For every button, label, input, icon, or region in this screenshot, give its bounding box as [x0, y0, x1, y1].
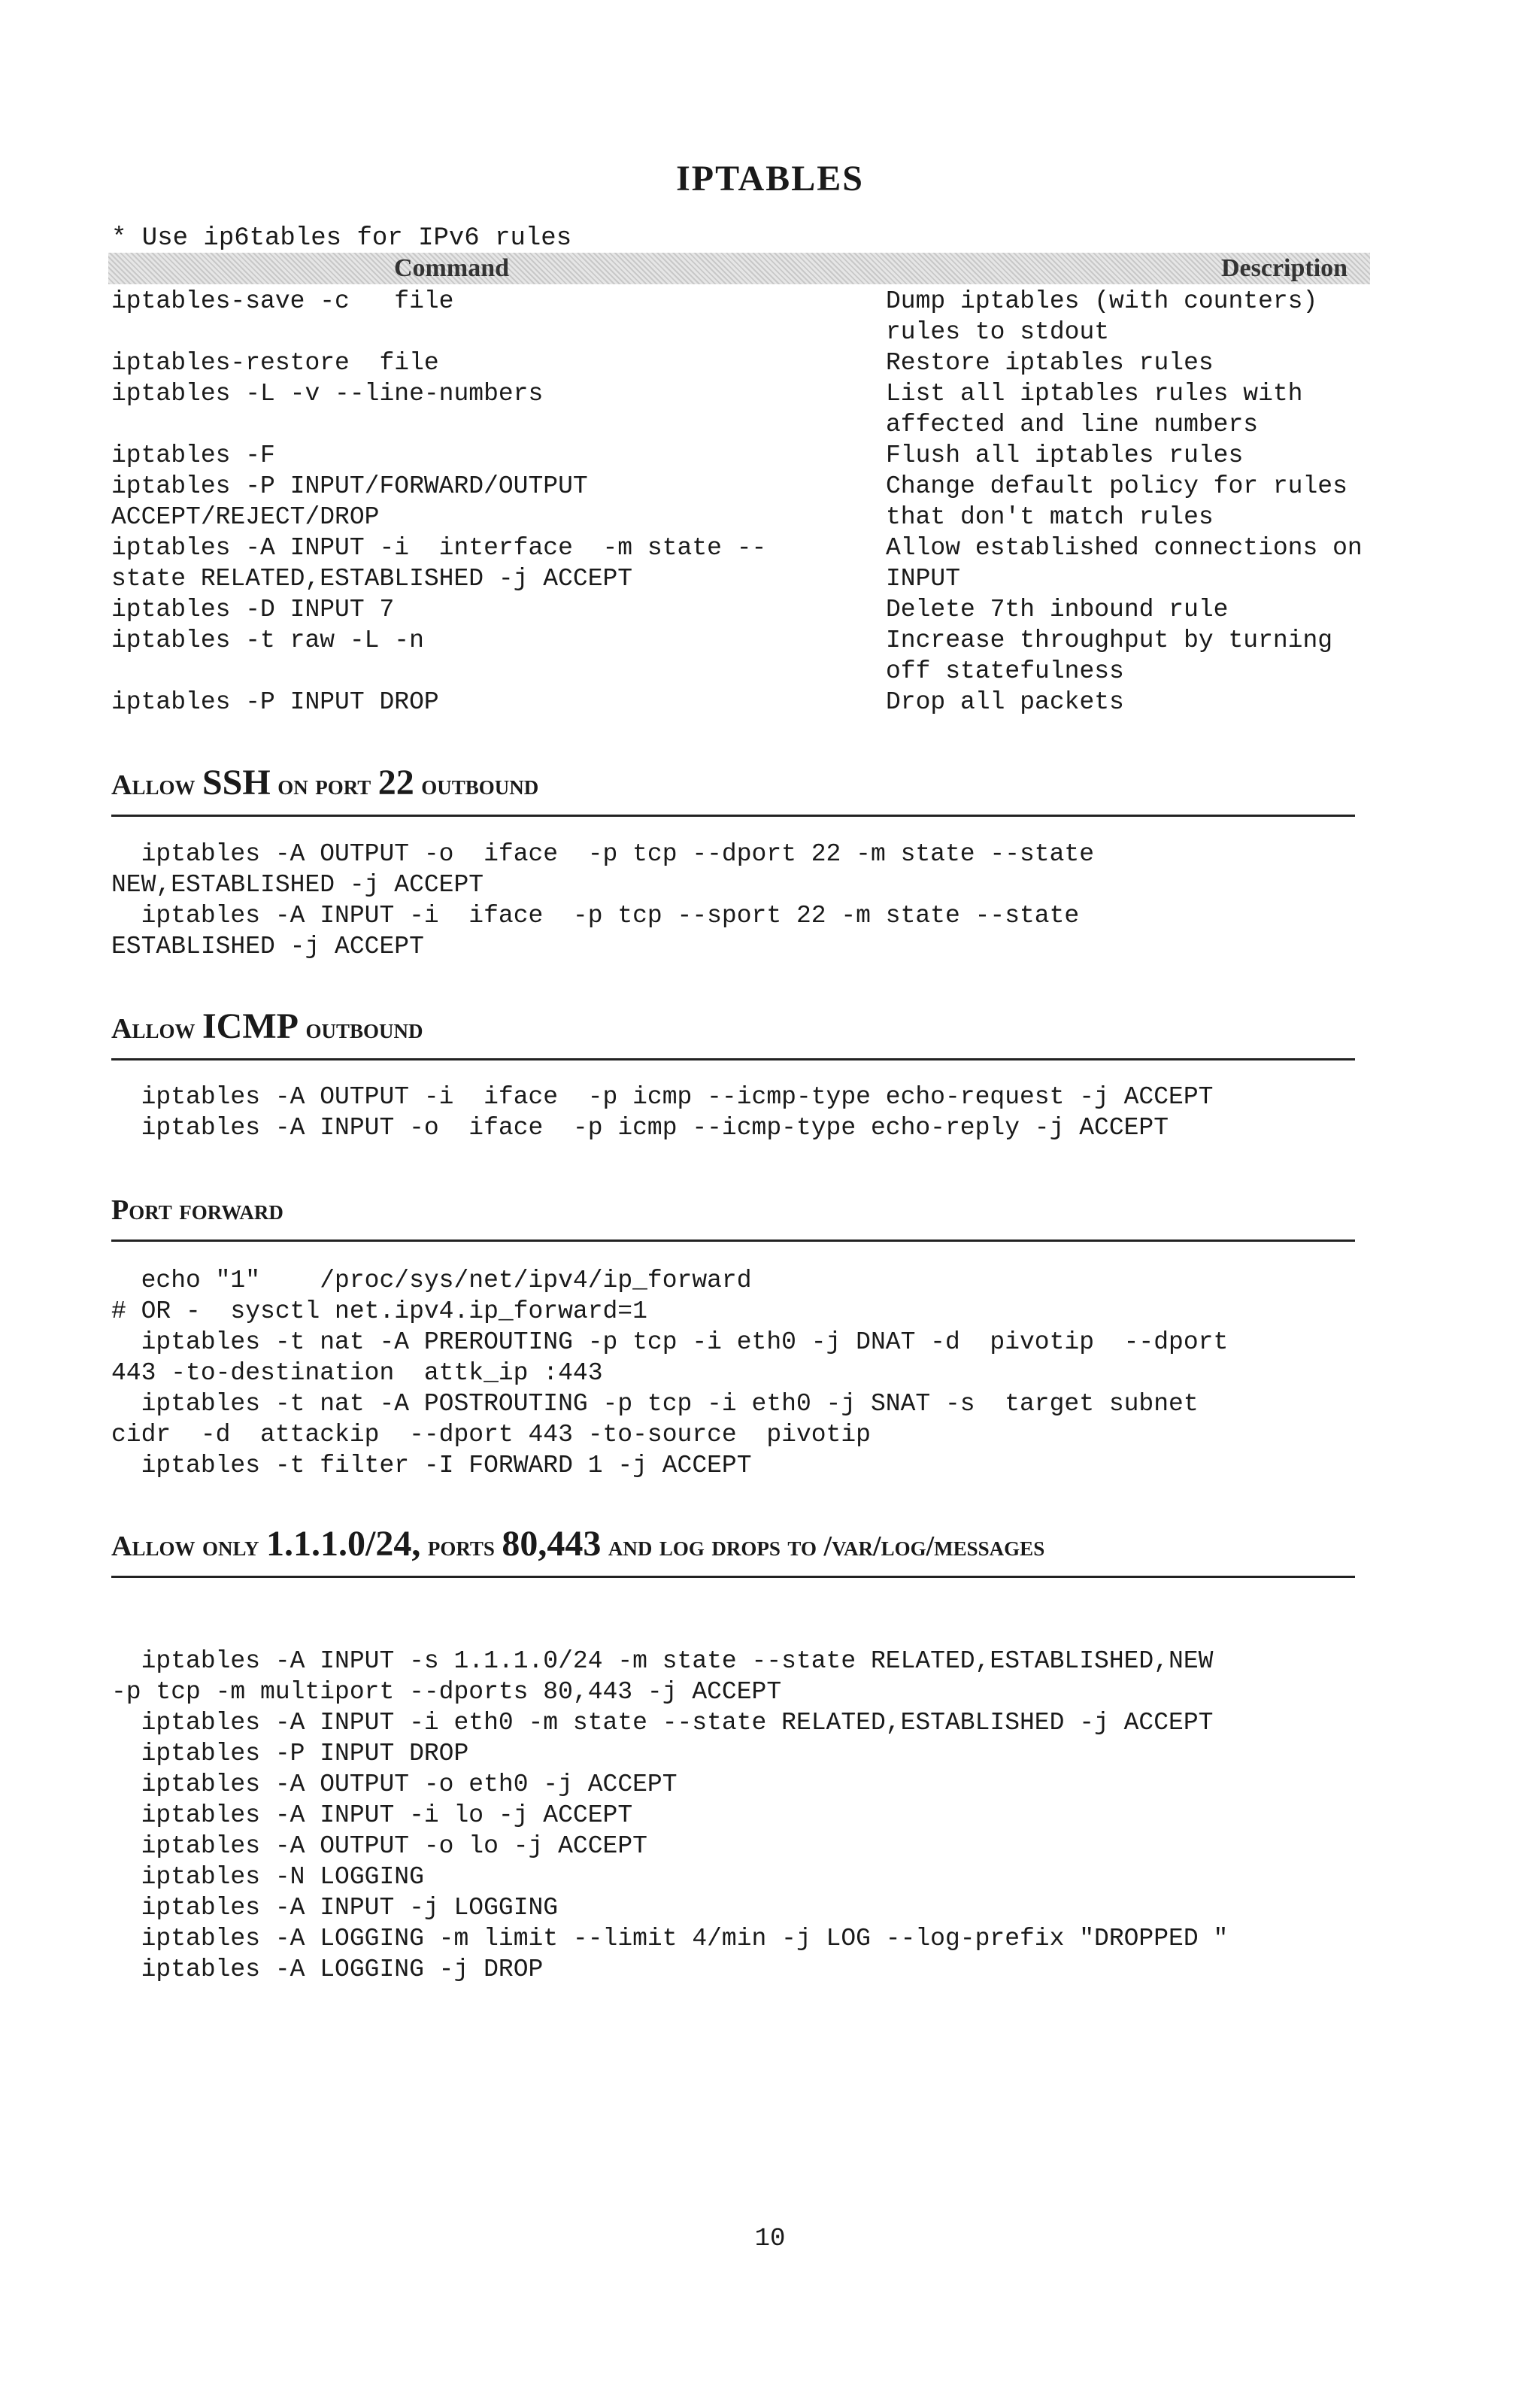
- command-cell: iptables -A INPUT -i interface -m state --state RELATED,ESTABLISHED -j ACCEPT: [111, 534, 767, 593]
- section-heading-port-forward: Port forward: [111, 1188, 1355, 1242]
- heading-text: ports: [420, 1531, 502, 1562]
- table-row: [111, 347, 1390, 378]
- command-cell: iptables-restore file: [111, 349, 439, 377]
- table-header: [108, 253, 1370, 284]
- code-block-ssh: iptables -A OUTPUT -o iface -p tcp --dport 22 -m state --state NEW,ESTABLISHED -j ACCEPT iptables -A INPUT -i iface -p tcp --sport 22 -m state --state ESTABLISHED -j ACCEPT: [111, 840, 1095, 960]
- command-cell: iptables -P INPUT DROP: [111, 688, 439, 716]
- description-cell: Dump iptables (with counters) rules to stdout: [886, 287, 1333, 346]
- ipv6-note: * Use ip6tables for IPv6 rules: [111, 224, 572, 253]
- heading-text: outbound: [298, 1013, 423, 1045]
- command-table: [111, 286, 1390, 718]
- heading-text: 1.1.1.0/24,: [266, 1524, 421, 1564]
- command-cell: iptables -t raw -L -n: [111, 627, 424, 654]
- heading-text: Allow: [111, 769, 202, 801]
- command-cell: iptables -P INPUT/FORWARD/OUTPUT ACCEPT/REJECT/DROP: [111, 472, 603, 531]
- description-cell: Allow established connections on INPUT: [886, 534, 1378, 593]
- table-row: [111, 625, 1390, 687]
- table-row: [111, 440, 1390, 471]
- description-cell: Drop all packets: [886, 688, 1124, 716]
- page-number: 10: [754, 2225, 786, 2253]
- description-cell: Restore iptables rules: [886, 349, 1214, 377]
- description-cell: Change default policy for rules that don't match rules: [886, 472, 1363, 531]
- heading-text: outbound: [414, 769, 539, 801]
- description-cell: Delete 7th inbound rule: [886, 596, 1229, 624]
- table-row: [111, 533, 1390, 594]
- heading-text: SSH: [202, 763, 271, 803]
- command-cell: iptables-save -c file: [111, 287, 454, 315]
- heading-text: on port: [270, 769, 378, 801]
- description-cell: Flush all iptables rules: [886, 441, 1244, 469]
- description-column-header: Description: [1221, 254, 1348, 282]
- table-row: [111, 286, 1390, 347]
- table-row: [111, 471, 1390, 533]
- heading-text: and log drops to /var/log/messages: [601, 1531, 1045, 1562]
- table-row: [111, 378, 1390, 440]
- heading-text: 80,443: [502, 1524, 602, 1564]
- command-cell: iptables -L -v --line-numbers: [111, 380, 544, 408]
- code-block-allow-only: iptables -A INPUT -s 1.1.1.0/24 -m state --state RELATED,ESTABLISHED,NEW -p tcp -m multiport --dports 80,443 -j ACCEPT iptables -A INPUT -i eth0 -m state --state RELATED,ESTABLISHED -j ACCEPT iptables -P INPUT DROP iptables -A OUTPUT -o eth0 -j ACCEPT iptables -A INPUT -i lo -j ACCEPT iptables -A OUTPUT -o lo -j ACCEPT iptables -N LOGGING iptables -A INPUT -j LOGGING iptables -A LOGGING -m limit --limit 4/min -j LOG --log-prefix "DROPPED " iptables -A LOGGING -j DROP: [111, 1647, 1229, 1983]
- code-block-port-forward: echo "1" /proc/sys/net/ipv4/ip_forward # OR - sysctl net.ipv4.ip_forward=1 iptables -t nat -A PREROUTING -p tcp -i eth0 -j DNAT -d pivotip --dport 443 -to-destination attk_ip :443 iptables -t nat -A POSTROUTING -p tcp -i eth0 -j SNAT -s target subnet cidr -d attackip --dport 443 -to-source pivotip iptables -t filter -I FORWARD 1 -j ACCEPT: [111, 1267, 1229, 1479]
- heading-text: 22: [377, 763, 414, 803]
- section-heading-icmp: [111, 1005, 1355, 1060]
- heading-text: ICMP: [202, 1006, 299, 1046]
- heading-text: Allow: [111, 1013, 202, 1045]
- command-cell: iptables -D INPUT 7: [111, 596, 395, 624]
- command-cell: iptables -F: [111, 441, 275, 469]
- command-column-header: Command: [394, 254, 510, 282]
- code-block-icmp: iptables -A OUTPUT -i iface -p icmp --icmp-type echo-request -j ACCEPT iptables -A INPUT -o iface -p icmp --icmp-type echo-reply -j ACCEPT: [141, 1083, 1214, 1142]
- description-cell: List all iptables rules with affected and line numbers: [886, 380, 1318, 438]
- heading-text: Allow only: [111, 1531, 266, 1562]
- page-title: IPTABLES: [676, 159, 864, 199]
- section-heading-ssh: [111, 761, 1355, 817]
- section-heading-allow-only: [111, 1522, 1355, 1578]
- description-cell: Increase throughput by turning off statefulness: [886, 627, 1348, 685]
- table-row: [111, 687, 1390, 718]
- table-row: [111, 594, 1390, 625]
